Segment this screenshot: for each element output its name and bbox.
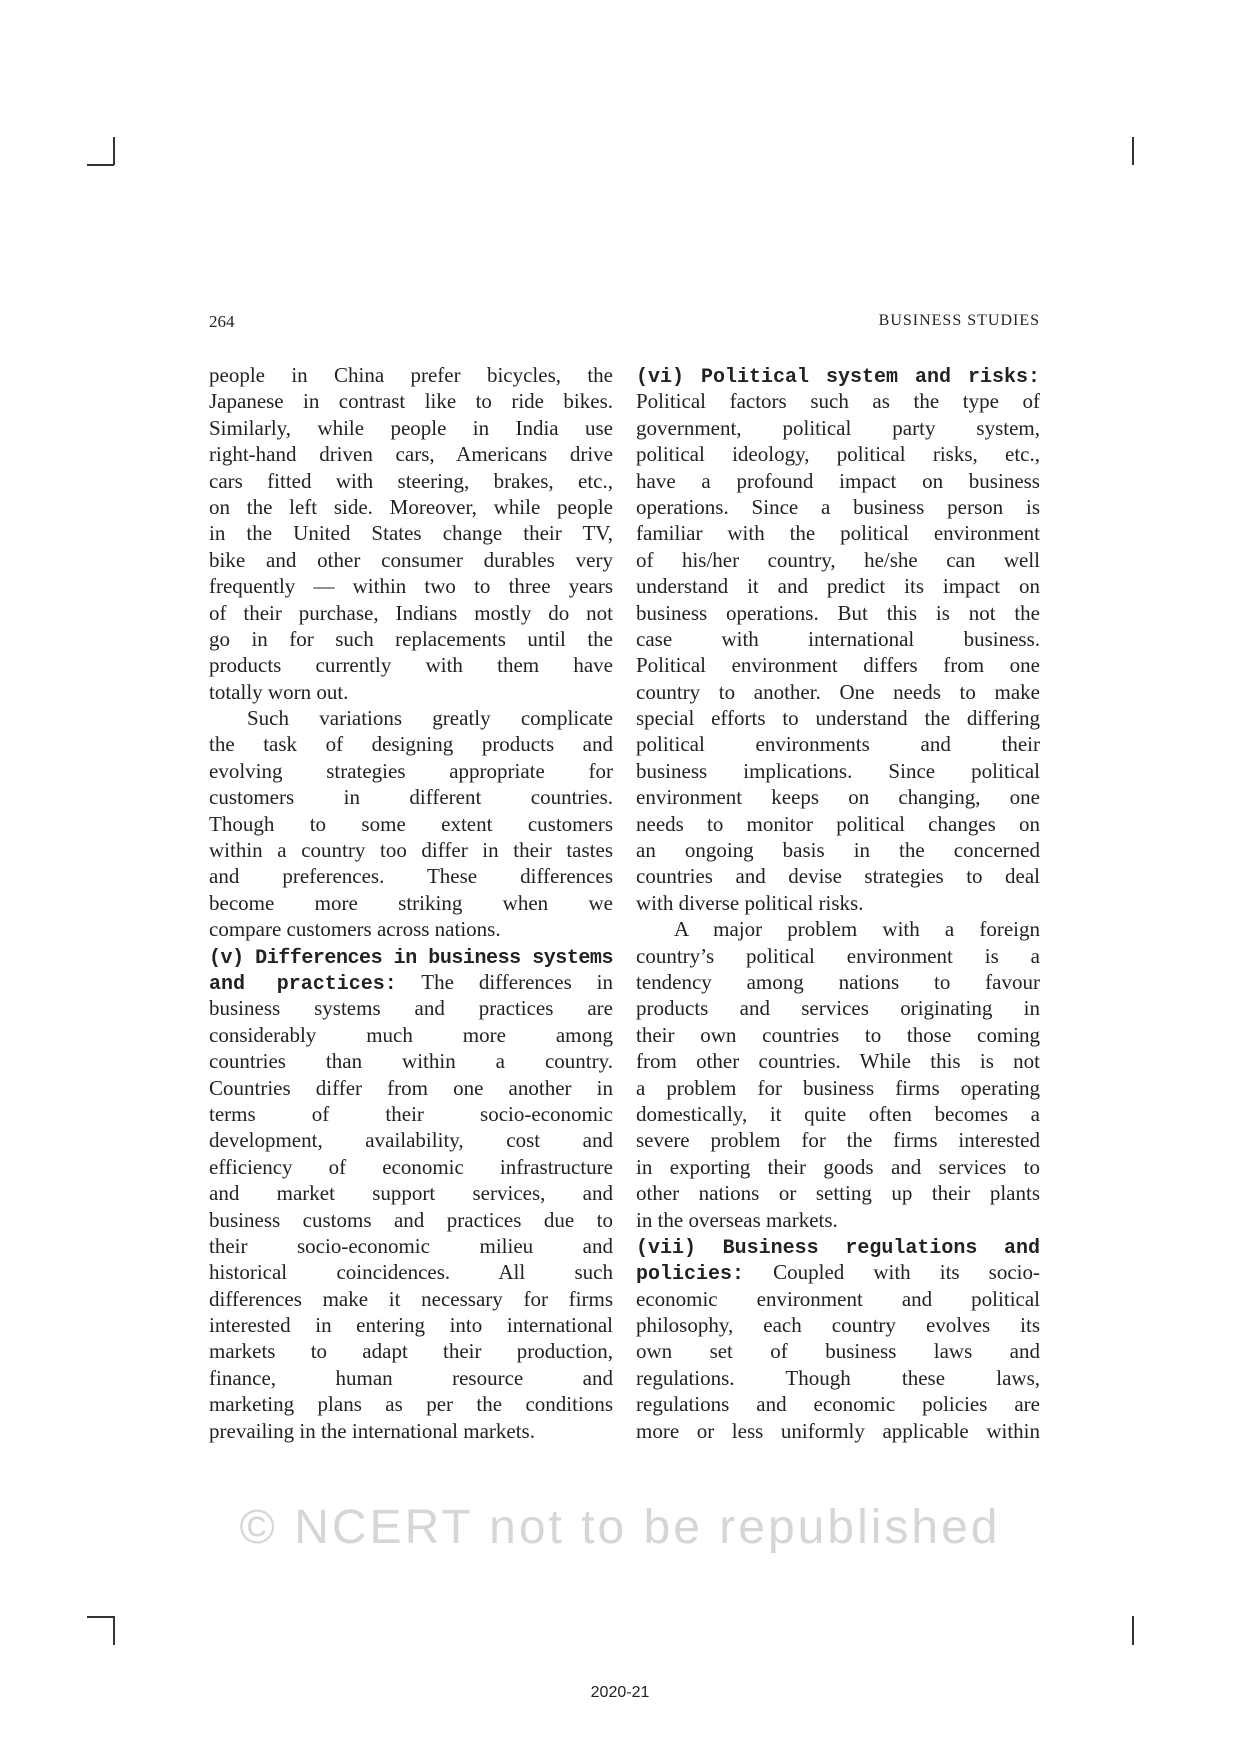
text-line	[209, 1233, 613, 1259]
line-text-rest: The differences in	[396, 969, 614, 994]
line-text: Countries differ from one another in	[209, 1075, 613, 1100]
text-line	[636, 995, 1040, 1021]
line-text: severe problem for the firms interested	[636, 1128, 1040, 1153]
crop-mark-top-right-v	[1132, 137, 1134, 165]
text-line	[209, 1312, 613, 1338]
line-text: regulations and economic policies are	[636, 1392, 1040, 1417]
crop-mark-bottom-left-h	[87, 1616, 114, 1618]
text-line	[636, 1365, 1040, 1391]
line-text: finance, human resource and	[209, 1365, 613, 1390]
text-line	[209, 1048, 613, 1074]
text-line	[636, 679, 1040, 705]
text-line	[209, 758, 613, 784]
line-text: a problem for business firms operating	[636, 1075, 1040, 1100]
line-text	[636, 1259, 1040, 1288]
footer-edition: 2020-21	[590, 1684, 650, 1701]
text-line	[636, 547, 1040, 573]
line-text: markets to adapt their production,	[209, 1339, 613, 1364]
left-column	[209, 362, 613, 1444]
watermark: © NCERT not to be republished	[239, 1501, 1001, 1554]
text-line	[636, 573, 1040, 599]
text-line	[636, 1259, 1040, 1285]
line-text: of their purchase, Indians mostly do not	[209, 600, 613, 625]
text-line	[636, 520, 1040, 546]
text-line	[636, 1180, 1040, 1206]
text-line	[209, 1391, 613, 1417]
text-line	[209, 890, 613, 916]
line-text: in exporting their goods and services to	[636, 1154, 1040, 1179]
line-text: differences make it necessary for firms	[209, 1286, 613, 1311]
line-text: interested in entering into international	[209, 1313, 613, 1338]
line-text: Similarly, while people in India use	[209, 415, 613, 440]
text-line	[209, 1365, 613, 1391]
line-text: domestically, it quite often becomes a	[636, 1101, 1040, 1126]
line-text: bike and other consumer durables very	[209, 547, 613, 572]
line-text: business customs and practices due to	[209, 1207, 613, 1232]
line-text: environment keeps on changing, one	[636, 785, 1040, 810]
line-text: and market support services, and	[209, 1181, 613, 1206]
text-line	[636, 837, 1040, 863]
crop-mark-bottom-left-v	[113, 1616, 115, 1645]
text-line	[636, 362, 1040, 388]
line-text: country to another. One needs to make	[636, 679, 1040, 704]
text-line	[209, 1207, 613, 1233]
line-text: compare customers across nations.	[209, 917, 501, 942]
line-text: regulations. Though these laws,	[636, 1365, 1040, 1390]
text-line	[636, 916, 1040, 942]
text-line	[209, 441, 613, 467]
text-line	[209, 415, 613, 441]
line-text: of his/her country, he/she can well	[636, 547, 1040, 572]
line-text: prevailing in the international markets.	[209, 1418, 535, 1443]
text-line	[636, 969, 1040, 995]
text-line	[636, 1233, 1040, 1259]
text-line	[209, 362, 613, 388]
line-text: Japanese in contrast like to ride bikes.	[209, 389, 613, 414]
line-text: with diverse political risks.	[636, 890, 864, 915]
text-line	[209, 600, 613, 626]
text-line	[636, 1286, 1040, 1312]
text-line	[636, 1391, 1040, 1417]
text-line	[209, 1338, 613, 1364]
line-text: become more striking when we	[209, 890, 613, 915]
line-text: development, availability, cost and	[209, 1128, 613, 1153]
text-line	[636, 1075, 1040, 1101]
text-line	[636, 600, 1040, 626]
line-text: government, political party system,	[636, 415, 1040, 440]
line-text: economic environment and political	[636, 1286, 1040, 1311]
line-text: needs to monitor political changes on	[636, 811, 1040, 836]
text-line	[636, 1048, 1040, 1074]
line-text: business implications. Since political	[636, 758, 1040, 783]
text-line	[209, 863, 613, 889]
text-line	[209, 1075, 613, 1101]
line-text: special efforts to understand the differing	[636, 706, 1040, 731]
text-line	[636, 943, 1040, 969]
line-text: other nations or setting up their plants	[636, 1181, 1040, 1206]
line-text: in the United States change their TV,	[209, 521, 613, 546]
text-line	[636, 811, 1040, 837]
line-text: considerably much more among	[209, 1022, 613, 1047]
text-line	[636, 494, 1040, 520]
text-line	[209, 1418, 613, 1444]
line-text: familiar with the political environment	[636, 521, 1040, 546]
line-text	[209, 943, 613, 972]
line-text: tendency among nations to favour	[636, 969, 1040, 994]
line-text: frequently — within two to three years	[209, 574, 613, 599]
line-text: Political environment differs from one	[636, 653, 1040, 678]
text-line	[209, 969, 613, 995]
text-line	[636, 705, 1040, 731]
text-line	[636, 652, 1040, 678]
text-line	[209, 494, 613, 520]
text-line	[209, 731, 613, 757]
text-line	[636, 890, 1040, 916]
text-line	[209, 705, 613, 731]
text-line	[209, 1259, 613, 1285]
line-text	[209, 969, 613, 998]
line-text: political ideology, political risks, etc.,	[636, 442, 1040, 467]
line-text: operations. Since a business person is	[636, 494, 1040, 519]
line-text: their own countries to those coming	[636, 1022, 1040, 1047]
line-text: A major problem with a foreign	[674, 917, 1040, 942]
text-line	[636, 468, 1040, 494]
text-line	[209, 388, 613, 414]
text-line	[209, 916, 613, 942]
text-line	[209, 1154, 613, 1180]
text-line	[209, 784, 613, 810]
line-text: totally worn out.	[209, 679, 349, 704]
section-heading: (vii) Business regulations and	[636, 1236, 1040, 1260]
text-line	[209, 652, 613, 678]
text-line	[636, 1418, 1040, 1444]
line-text: own set of business laws and	[636, 1339, 1040, 1364]
line-text: country’s political environment is a	[636, 943, 1040, 968]
line-text: evolving strategies appropriate for	[209, 758, 613, 783]
line-text: from other countries. While this is not	[636, 1049, 1040, 1074]
text-line	[209, 995, 613, 1021]
line-text: countries than within a country.	[209, 1049, 613, 1074]
text-line	[209, 679, 613, 705]
line-text: on the left side. Moreover, while people	[209, 494, 613, 519]
text-line	[636, 1022, 1040, 1048]
line-text: Though to some extent customers	[209, 811, 613, 836]
text-line	[209, 1286, 613, 1312]
crop-mark-top-left-v	[113, 137, 115, 165]
text-line	[209, 547, 613, 573]
text-line	[209, 943, 613, 969]
line-text: customers in different countries.	[209, 785, 613, 810]
text-line	[636, 863, 1040, 889]
line-text: Political factors such as the type of	[636, 389, 1040, 414]
line-text: people in China prefer bicycles, the	[209, 363, 613, 387]
text-line	[636, 758, 1040, 784]
text-line	[209, 1022, 613, 1048]
text-line	[636, 731, 1040, 757]
text-line	[636, 1207, 1040, 1233]
text-line	[636, 441, 1040, 467]
line-text: efficiency of economic infrastructure	[209, 1154, 613, 1179]
right-column	[636, 362, 1040, 1444]
crop-mark-bottom-right-v	[1132, 1616, 1134, 1645]
text-line	[209, 520, 613, 546]
text-line	[209, 573, 613, 599]
line-text: products and services originating in	[636, 996, 1040, 1021]
line-text: business operations. But this is not the	[636, 600, 1040, 625]
text-line	[209, 837, 613, 863]
text-line	[209, 468, 613, 494]
line-text: historical coincidences. All such	[209, 1260, 613, 1285]
text-line	[636, 388, 1040, 414]
running-head: BUSINESS STUDIES	[878, 312, 1040, 329]
text-line	[209, 1101, 613, 1127]
line-text: business systems and practices are	[209, 996, 613, 1021]
text-line	[209, 626, 613, 652]
line-text-rest: Coupled with its socio-	[744, 1260, 1040, 1285]
line-text: philosophy, each country evolves its	[636, 1313, 1040, 1338]
text-line	[636, 784, 1040, 810]
line-text: in the overseas markets.	[636, 1207, 838, 1232]
line-text: have a profound impact on business	[636, 468, 1040, 493]
text-line	[209, 1127, 613, 1153]
text-line	[636, 1312, 1040, 1338]
text-line	[636, 415, 1040, 441]
line-text: countries and devise strategies to deal	[636, 864, 1040, 889]
page-number: 264	[209, 312, 235, 331]
section-heading: and practices:	[209, 972, 397, 996]
section-heading: policies:	[636, 1263, 745, 1287]
text-line	[209, 811, 613, 837]
line-text: more or less uniformly applicable within	[636, 1418, 1040, 1443]
section-heading: (vi) Political system and risks:	[636, 366, 1040, 389]
line-text: products currently with them have	[209, 653, 613, 678]
line-text: within a country too differ in their tastes	[209, 838, 613, 863]
line-text: and preferences. These differences	[209, 864, 613, 889]
line-text: cars fitted with steering, brakes, etc.,	[209, 468, 613, 493]
text-line	[636, 1127, 1040, 1153]
line-text: the task of designing products and	[209, 732, 613, 757]
line-text: right-hand driven cars, Americans drive	[209, 442, 613, 467]
crop-mark-top-left-h	[87, 164, 114, 166]
text-line	[209, 1180, 613, 1206]
line-text	[636, 362, 1040, 391]
text-line	[636, 1154, 1040, 1180]
line-text: understand it and predict its impact on	[636, 574, 1040, 599]
line-text: Such variations greatly complicate	[247, 706, 613, 731]
line-text: terms of their socio-economic	[209, 1101, 613, 1126]
line-text: their socio-economic milieu and	[209, 1233, 613, 1258]
text-line	[636, 626, 1040, 652]
line-text: marketing plans as per the conditions	[209, 1392, 613, 1417]
text-line	[636, 1338, 1040, 1364]
line-text: go in for such replacements until the	[209, 626, 613, 651]
line-text	[636, 1233, 1040, 1262]
text-line	[636, 1101, 1040, 1127]
section-heading: (v) Differences in business systems	[209, 946, 613, 970]
line-text: an ongoing basis in the concerned	[636, 838, 1040, 863]
line-text: case with international business.	[636, 626, 1040, 651]
line-text: political environments and their	[636, 732, 1040, 757]
